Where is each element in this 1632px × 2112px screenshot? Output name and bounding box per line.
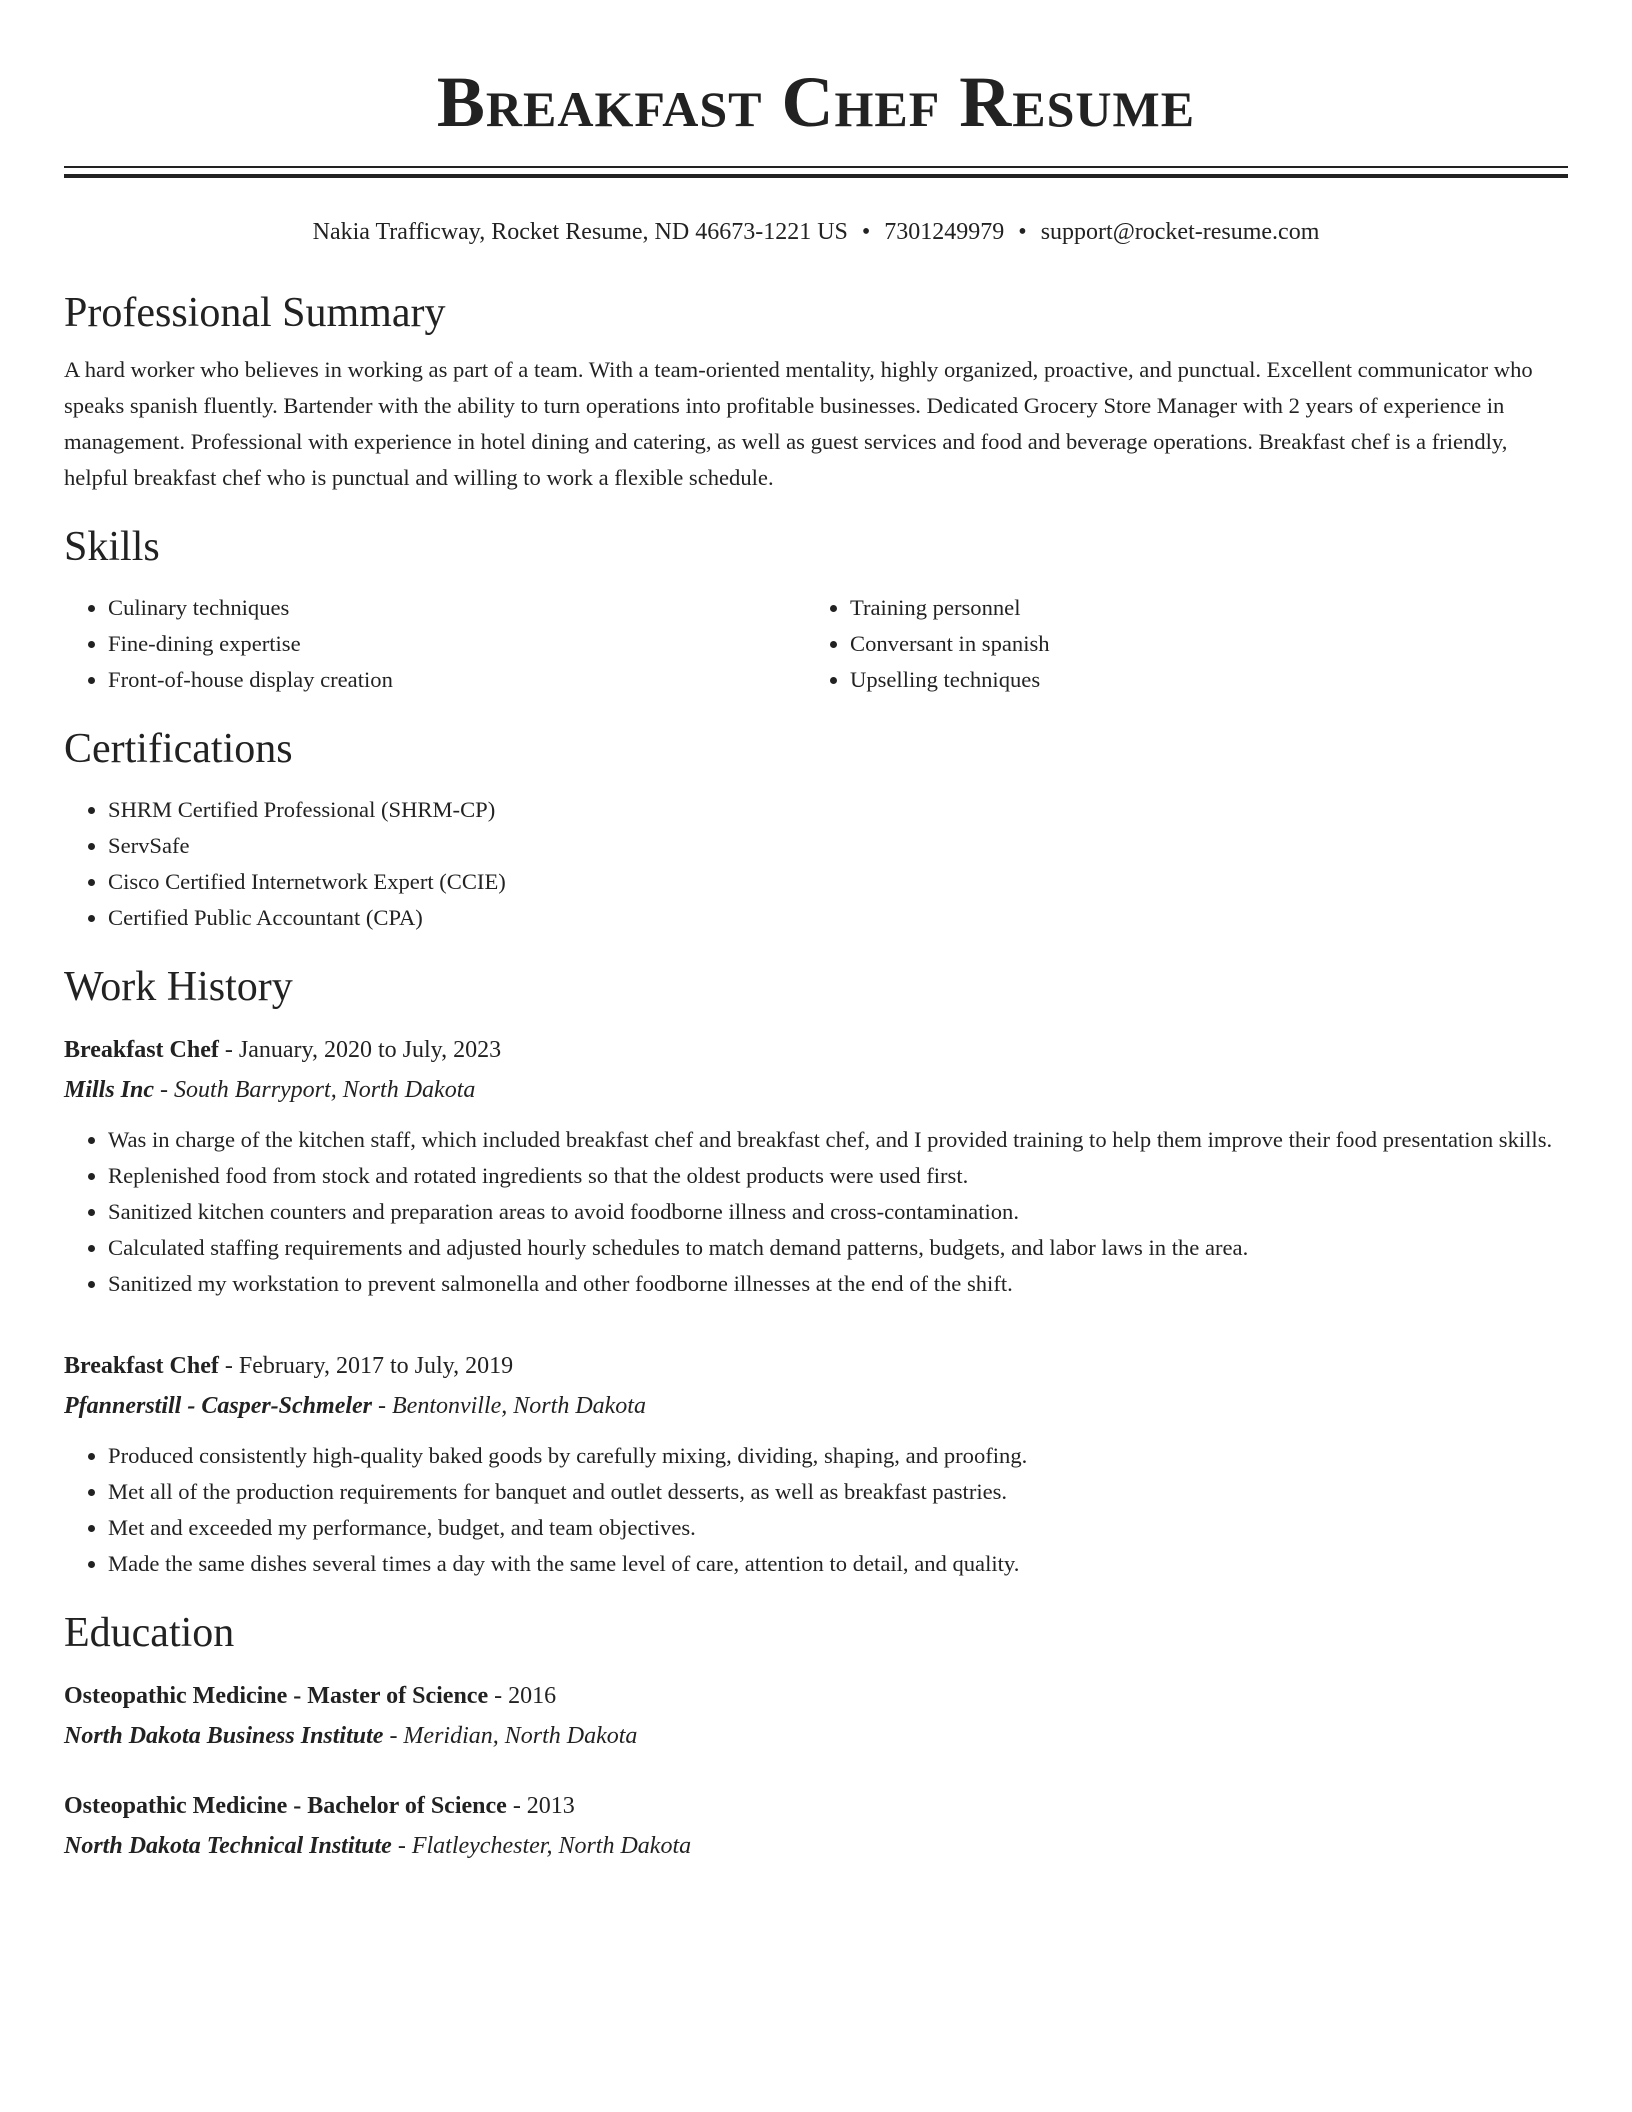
resume-title: Breakfast Chef Resume bbox=[436, 62, 1196, 142]
title-rule-thin bbox=[64, 166, 1568, 168]
education-year: - 2013 bbox=[506, 1793, 575, 1819]
job-bullet: • Replenished food from stock and rotated ingredients so that the oldest products were used first. bbox=[108, 1158, 1568, 1194]
skills-grid bbox=[64, 590, 1568, 698]
job-bullet: • Made the same dishes several times a day with the same level of care, attention to detail, and quality. bbox=[108, 1546, 1568, 1582]
job-location: - South Barryport, North Dakota bbox=[154, 1077, 476, 1103]
job-bullet: • Was in charge of the kitchen staff, which included breakfast chef and breakfast chef, and I provided training to help them improve their food presentation skills. bbox=[108, 1122, 1568, 1158]
job-company-line bbox=[64, 1386, 1568, 1426]
skill-item: • Fine-dining expertise bbox=[108, 626, 806, 662]
certifications-section bbox=[64, 724, 1568, 936]
education-degree-line bbox=[64, 1676, 1568, 1716]
education-location: - Flatleychester, North Dakota bbox=[391, 1833, 692, 1859]
education-section bbox=[64, 1608, 1568, 1866]
work-history-heading: Work History bbox=[64, 964, 293, 1010]
job-company: Pfannerstill - Casper-Schmeler bbox=[64, 1393, 373, 1419]
title-rule-thick bbox=[64, 174, 1568, 178]
education-school: North Dakota Business Institute bbox=[64, 1723, 384, 1749]
job-entry bbox=[64, 1030, 1568, 1302]
skill-item: • Training personnel bbox=[850, 590, 1548, 626]
summary-heading: Professional Summary bbox=[64, 290, 446, 336]
contact-line bbox=[64, 216, 1568, 248]
education-entry bbox=[64, 1786, 1568, 1866]
work-history-section bbox=[64, 962, 1568, 1582]
job-bullet: • Met and exceeded my performance, budget, and team objectives. bbox=[108, 1510, 1568, 1546]
job-company: Mills Inc bbox=[64, 1077, 155, 1103]
education-school: North Dakota Technical Institute bbox=[64, 1833, 392, 1859]
contact-address: Nakia Trafficway, Rocket Resume, ND 46673-1221 US bbox=[312, 219, 848, 245]
contact-email: support@rocket-resume.com bbox=[1040, 219, 1320, 245]
skills-section bbox=[64, 522, 1568, 698]
education-heading: Education bbox=[64, 1610, 235, 1656]
education-degree: Osteopathic Medicine - Master of Science bbox=[64, 1683, 489, 1709]
certification-item: • SHRM Certified Professional (SHRM-CP) bbox=[108, 792, 1568, 828]
education-school-line bbox=[64, 1826, 1568, 1866]
education-location: - Meridian, North Dakota bbox=[383, 1723, 638, 1749]
certification-item: • Cisco Certified Internetwork Expert (CCIE) bbox=[108, 864, 1568, 900]
certification-item: • ServSafe bbox=[108, 828, 1568, 864]
job-bullet: • Sanitized kitchen counters and preparation areas to avoid foodborne illness and cross-contamination. bbox=[108, 1194, 1568, 1230]
skill-item: • Front-of-house display creation bbox=[108, 662, 806, 698]
certifications-heading: Certifications bbox=[64, 726, 293, 772]
skill-item: • Upselling techniques bbox=[850, 662, 1548, 698]
job-dates: - February, 2017 to July, 2019 bbox=[218, 1353, 514, 1379]
job-bullets bbox=[64, 1122, 1568, 1302]
job-role: Breakfast Chef bbox=[64, 1037, 219, 1063]
job-title-line bbox=[64, 1030, 1568, 1070]
skills-heading: Skills bbox=[64, 524, 160, 570]
contact-phone: 7301249979 bbox=[884, 219, 1005, 245]
job-company-line bbox=[64, 1070, 1568, 1110]
education-entry bbox=[64, 1676, 1568, 1756]
job-role: Breakfast Chef bbox=[64, 1353, 219, 1379]
education-year: - 2016 bbox=[488, 1683, 557, 1709]
job-bullets bbox=[64, 1438, 1568, 1582]
education-degree: Osteopathic Medicine - Bachelor of Science bbox=[64, 1793, 507, 1819]
skills-list-left bbox=[64, 590, 806, 698]
certification-item: • Certified Public Accountant (CPA) bbox=[108, 900, 1568, 936]
skills-list-right bbox=[806, 590, 1548, 698]
job-location: - Bentonville, North Dakota bbox=[372, 1393, 646, 1419]
certifications-list bbox=[64, 792, 1568, 936]
skill-item: • Culinary techniques bbox=[108, 590, 806, 626]
summary-section bbox=[64, 288, 1568, 496]
job-entry bbox=[64, 1346, 1568, 1582]
job-bullet: • Sanitized my workstation to prevent salmonella and other foodborne illnesses at the end of the shift. bbox=[108, 1266, 1568, 1302]
summary-text: A hard worker who believes in working as part of a team. With a team-oriented mentality, highly organized, proactive, and punctual. Excellent communicator who speaks spanish fluently. Bartender with the ability to turn operations into profitable businesses. Dedicated Grocery Store Manager with 2 years of experience in management. Professional with experience in hotel dining and catering, as well as guest services and food and beverage operations. Breakfast chef is a friendly, helpful breakfast chef who is punctual and willing to work a flexible schedule. bbox=[64, 357, 1533, 490]
contact-separator: • bbox=[861, 219, 871, 245]
contact-separator: • bbox=[1018, 219, 1027, 245]
education-school-line bbox=[64, 1716, 1568, 1756]
education-degree-line bbox=[64, 1786, 1568, 1826]
skill-item: • Conversant in spanish bbox=[850, 626, 1548, 662]
job-title-line bbox=[64, 1346, 1568, 1386]
job-bullet: • Met all of the production requirements for banquet and outlet desserts, as well as breakfast pastries. bbox=[108, 1474, 1568, 1510]
job-dates: - January, 2020 to July, 2023 bbox=[218, 1037, 502, 1063]
job-bullet: • Calculated staffing requirements and adjusted hourly schedules to match demand patterns, budgets, and labor laws in the area. bbox=[108, 1230, 1568, 1266]
job-bullet: • Produced consistently high-quality baked goods by carefully mixing, dividing, shaping, and proofing. bbox=[108, 1438, 1568, 1474]
